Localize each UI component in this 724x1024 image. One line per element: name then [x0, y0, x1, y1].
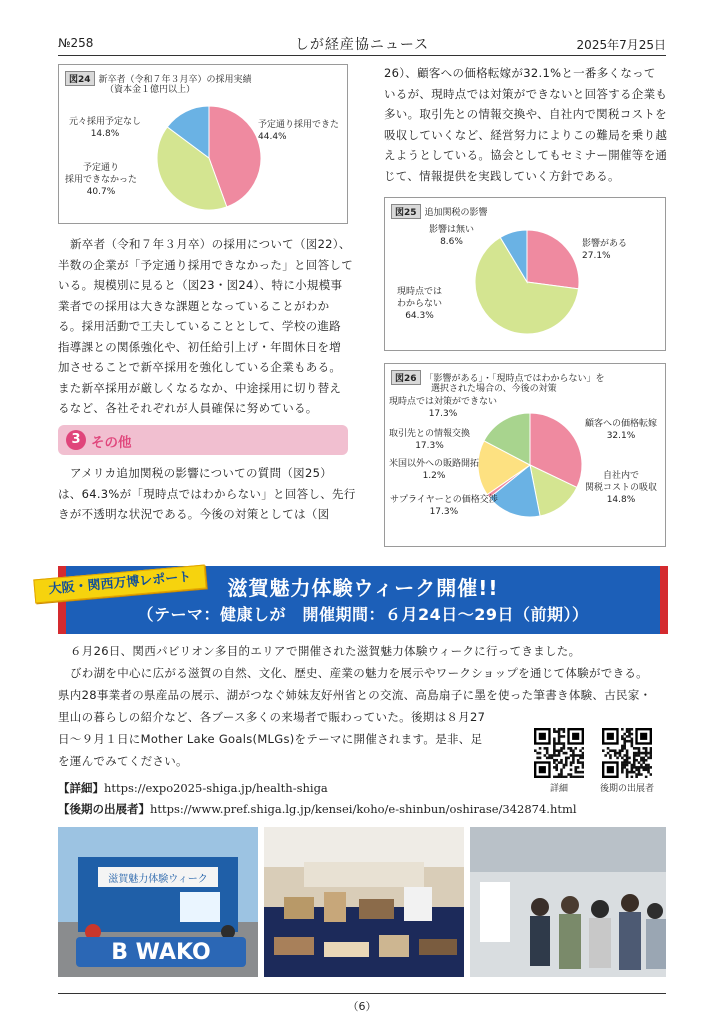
svg-text:B WAKO: B WAKO	[111, 940, 211, 965]
exhibitors-link-line: 【後期の出展者】https://www.pref.shiga.lg.jp/kensei/koho/e-shinbun/oshirase/342874.html	[58, 802, 577, 816]
qr-code-exhibitors[interactable]	[602, 728, 652, 778]
pie-label-price-pass: 顧客への価格転嫁 32.1%	[585, 419, 658, 441]
figure-25-pie	[385, 198, 667, 352]
expo-photo-visitors	[470, 827, 666, 977]
details-link-line: 【詳細】https://expo2025-shiga.jp/health-shiga	[58, 781, 328, 795]
figure-24	[58, 64, 348, 224]
figure-number: 図24	[65, 71, 95, 86]
expo-photo-entrance	[58, 827, 258, 977]
tariff-paragraph: アメリカ追加関税の影響についての質問（図25） は、64.3%が「現時点ではわからない」と回答し、先行 きが不透明な状況である。今後の対策としては（図	[58, 466, 356, 521]
pie-label-planned: 予定通り採用できた 44.4%	[258, 120, 340, 142]
page-number: （6）	[347, 1000, 377, 1013]
figure-25	[384, 197, 666, 351]
pie-label-new-markets: 米国以外への販路開拓 1.2%	[389, 459, 480, 481]
report-ribbon: 大阪・関西万博レポート	[33, 565, 206, 604]
pie-label-unknown: 現時点では わからない 64.3%	[397, 287, 443, 321]
figure-title: 「影響がある」・「現時点ではわからない」を	[424, 374, 605, 384]
exhibitors-link[interactable]: https://www.pref.shiga.lg.jp/kensei/koho/e-shinbun/oshirase/342874.html	[150, 802, 577, 816]
section-title: その他	[91, 435, 132, 451]
svg-text:滋賀魅力体験ウィーク: 滋賀魅力体験ウィーク	[108, 874, 208, 885]
figure-24-subtitle: （資本金１億円以上）	[105, 85, 196, 95]
expo-paragraph: ６月26日、関西パビリオン多目的エリアで開催された滋賀魅力体験ウィークに行ってきました。 びわ湖を中心に広がる滋賀の自然、文化、歴史、産業の魅力を展示やワークショップを通じて体験ができる。 県内28事業者の県産品の展示、湖がつなぐ姉妹友好州省との交流、高島扇子に墨を使った筆書き体験、古民家・ 里山の暮らしの紹介など、各ブース多くの来場者で賑わっていた。後期は８月27 日～９月１日にMother Lake Goals(MLGs)をテーマに開催されます。是非、足 を運んでみてください。	[58, 644, 652, 768]
figure-number: 図25	[391, 204, 421, 219]
qr-label-exhibitors: 後期の出展者	[599, 784, 654, 794]
newsletter-title: しが経産協ニュース	[294, 37, 430, 53]
pie-slice	[527, 230, 579, 289]
figure-24-pie	[59, 65, 349, 225]
pie-label-not-planned: 予定通り 採用できなかった 40.7%	[65, 163, 138, 197]
figure-title: 新卒者（令和７年３月卒）の採用実績	[98, 75, 252, 85]
figure-26	[384, 363, 666, 547]
page-header	[58, 34, 666, 54]
section-heading	[58, 425, 348, 455]
banner-subtitle: （テーマ：健康しが 開催期間：６月24日～29日（前期））	[137, 605, 589, 624]
pie-label-info-exchange: 取引先との情報交換 17.3%	[389, 429, 471, 451]
pie-label-no-measures: 現時点では対策ができない 17.3%	[389, 397, 498, 419]
header-rule	[58, 55, 666, 56]
figure-26-pie	[385, 364, 667, 548]
section-number: 3	[66, 430, 86, 450]
issue-date: 2025年7月25日	[576, 38, 666, 52]
footer-rule	[58, 993, 666, 994]
tariff-paragraph-continued: 26）、顧客への価格転嫁が32.1%と一番多くなって いるが、現時点では対策ができないと回答する企業も 多い。取引先との情報交換や、自社内で関税コストを 吸収していくなど、経営努力によりこの難局を乗り越 えようとしている。協会としてもセミナー開催等を通 じて、情報提供を実践していく方針である。	[384, 66, 668, 183]
figure-26-title-line2: 選択された場合の、今後の対策	[431, 384, 557, 394]
banner-title: 滋賀魅力体験ウィーク開催!!	[227, 576, 499, 600]
qr-label-details: 詳細	[549, 784, 568, 794]
pie-label-supplier: サプライヤーとの価格交渉 17.3%	[390, 495, 498, 517]
recruitment-paragraph: 新卒者（令和７年３月卒）の採用について（図22）、 半数の企業が「予定通り採用できなかった」と回答して いる。規模別に見ると（図23・図24）、特に小規模事 業者での採用は大きな課題となっていることがわか る。採用活動で工夫していることとして、学校の進路 指導課との関係強化や、初任給引上げ・年間休日を増 加させることで新卒採用を強化している企業もある。 また新卒採用が厳しくなるなか、中途採用に切り替え るなど、各社それぞれが人員確保に努めている。	[58, 237, 353, 415]
pie-label-affected: 影響がある 27.1%	[582, 239, 628, 261]
issue-number: №258	[58, 36, 94, 50]
pie-label-none: 元々採用予定なし 14.8%	[69, 117, 142, 139]
figure-title: 追加関税の影響	[424, 208, 488, 218]
pie-label-unaffected: 影響は無い 8.6%	[429, 225, 475, 247]
details-link[interactable]: https://expo2025-shiga.jp/health-shiga	[104, 781, 328, 795]
qr-code-details[interactable]	[534, 728, 584, 778]
pie-label-absorb: 自社内で 関税コストの吸収 14.8%	[585, 471, 658, 505]
figure-number: 図26	[391, 370, 421, 385]
expo-photo-products	[264, 827, 464, 977]
